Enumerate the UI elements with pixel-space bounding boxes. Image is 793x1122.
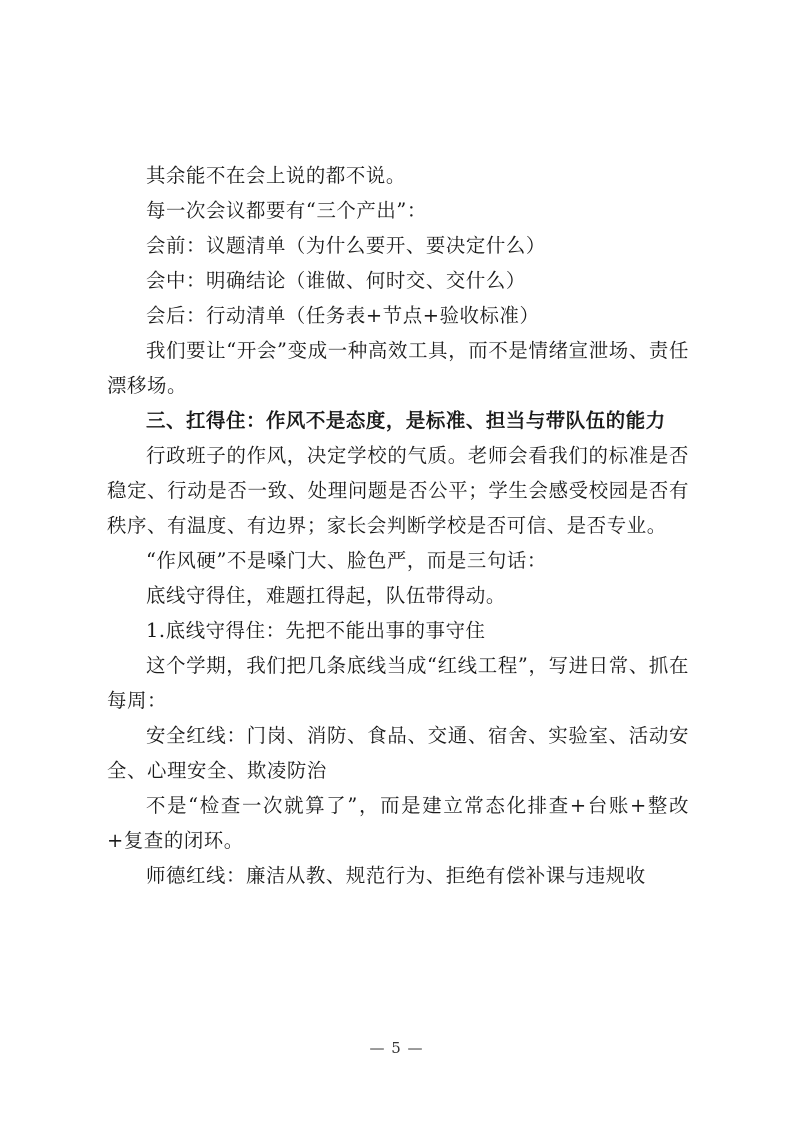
paragraph: 我们要让“开会”变成一种高效工具，而不是情绪宣泄场、责任漂移场。: [107, 339, 689, 397]
paragraph: “作风硬”不是嗓门大、脸色严，而是三句话：: [146, 549, 547, 572]
paragraph: 会前：议题清单（为什么要开、要决定什么）: [146, 234, 546, 257]
document-body: [107, 158, 689, 893]
paragraph: 会中：明确结论（谁做、何时交、交什么）: [146, 269, 526, 292]
paragraph: 每一次会议都要有“三个产出”：: [146, 199, 427, 222]
paragraph: 师德红线：廉洁从教、规范行为、拒绝有偿补课与违规收: [146, 864, 646, 887]
paragraph: 不是“检查一次就算了”，而是建立常态化排查+台账+整改+复查的闭环。: [107, 794, 689, 852]
paragraph: 其余能不在会上说的都不说。: [146, 164, 406, 187]
section-heading: 三、扛得住：作风不是态度，是标准、担当与带队伍的能力: [146, 409, 666, 432]
paragraph: 行政班子的作风，决定学校的气质。老师会看我们的标准是否稳定、行动是否一致、处理问题是否公平；学生会感受校园是否有秩序、有温度、有边界；家长会判断学校是否可信、是否专业。: [107, 444, 689, 537]
subsection-heading: 1.底线守得住：先把不能出事的事守住: [146, 619, 486, 642]
paragraph: 这个学期，我们把几条底线当成“红线工程”，写进日常、抓在每周：: [107, 654, 689, 712]
paragraph: 会后：行动清单（任务表+节点+验收标准）: [146, 304, 540, 327]
paragraph: 安全红线：门岗、消防、食品、交通、宿舍、实验室、活动安全、心理安全、欺凌防治: [107, 724, 689, 782]
paragraph: 底线守得住，难题扛得起，队伍带得动。: [146, 584, 506, 607]
page-number: — 5 —: [369, 1039, 424, 1057]
